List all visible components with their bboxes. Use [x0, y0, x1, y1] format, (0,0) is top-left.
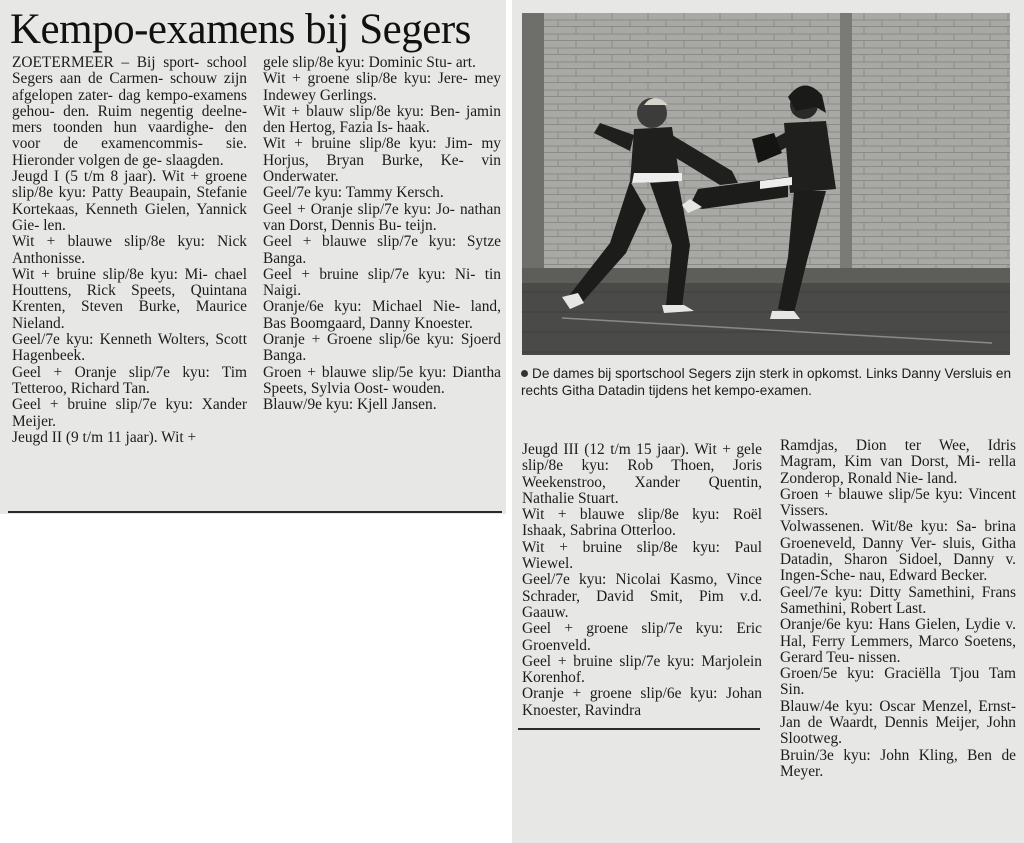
text-line: Scott Hagenbeek.	[12, 331, 247, 365]
text-line: art.	[455, 54, 476, 71]
photo-caption-text: De dames bij sportschool Segers zijn sterk in opkomst. Links Danny Versluis en rechts Githa Datadin tijdens het kempo-examen.	[521, 366, 1012, 398]
text-line: Oranje/6e kyu: Michael Nie-	[263, 298, 461, 316]
article-paragraph	[780, 519, 1016, 584]
text-line: Geel + groene slip/7e kyu:	[522, 620, 724, 638]
text-line: Sidoel, Danny v. Ingen-Sche-	[780, 551, 1016, 585]
text-line: mers toonden hun vaardighe-	[12, 119, 214, 137]
article-paragraph	[263, 185, 501, 201]
text-line: Meijer, John Slootweg.	[780, 714, 1016, 748]
text-line: school Segers aan de Carmen-	[12, 54, 247, 88]
text-line: sluis, Githa Datadin, Sharon	[780, 534, 1016, 569]
text-line: Geel + bruine slip/7e kyu:	[522, 652, 695, 670]
text-line: Eric Groenveld.	[522, 620, 762, 654]
article-paragraph	[522, 572, 762, 621]
text-line: Oranje + groene slip/6e kyu:	[522, 685, 718, 703]
article-column-2	[263, 55, 501, 414]
text-line: Wiewel.	[522, 555, 574, 573]
article-paragraph	[780, 438, 1016, 487]
article-paragraph	[522, 686, 762, 719]
text-line: land.	[927, 469, 958, 487]
article-headline: Kempo-examens bij Segers	[10, 6, 471, 53]
text-line: Jeugd III (12 t/m 15 jaar). Wit	[522, 441, 717, 458]
text-line: Wit + blauwe slip/8e kyu: Roël	[522, 506, 762, 524]
text-line: Beaupain, Stefanie Kortekaas,	[12, 184, 247, 218]
text-line: den voor de examencommis-	[12, 119, 247, 153]
martial-arts-photo	[522, 13, 1010, 355]
text-line: Jeugd II (9 t/m 11 jaar). Wit +	[12, 428, 197, 446]
article-paragraph	[263, 202, 501, 235]
text-line: Vince Schrader, David Smit,	[522, 571, 762, 605]
text-line: Ernst-Jan de Waardt, Dennis	[780, 697, 1016, 732]
column-end-rule	[8, 511, 502, 513]
article-paragraph	[522, 507, 762, 540]
text-line: Nick Anthonisse.	[12, 233, 247, 267]
text-line: Jeugd I (5 t/m 8 jaar). Wit +	[12, 168, 200, 186]
article-paragraph	[12, 234, 247, 267]
text-line: Geel/7e kyu: Kenneth Wolters,	[12, 331, 210, 349]
text-line: Geel + bruine slip/7e kyu: Ni-	[263, 265, 476, 283]
text-line: Sytze Banga.	[263, 233, 502, 267]
text-line: land, Bas Boomgaard, Danny	[263, 298, 501, 332]
text-line: sie. Hieronder volgen de ge-	[12, 135, 247, 169]
article-paragraph	[522, 621, 762, 654]
text-line: slaagden.	[165, 151, 224, 169]
article-paragraph	[780, 585, 1016, 618]
article-column-1	[12, 55, 247, 446]
text-line: Knoester.	[414, 314, 473, 332]
text-line: nathan van Dorst, Dennis Bu-	[263, 200, 501, 234]
text-line: Wit + blauwe slip/8e kyu:	[12, 233, 205, 251]
article-paragraph	[780, 666, 1016, 699]
text-line: groene slip/8e kyu: Patty	[12, 168, 247, 202]
text-line: Oranje + Groene slip/6e kyu:	[263, 331, 455, 349]
text-line: de Meyer.	[780, 746, 1016, 780]
article-paragraph	[263, 365, 501, 398]
text-line: my Horjus, Bryan Burke, Ke-	[263, 135, 501, 169]
text-line: nau, Edward Becker.	[859, 567, 988, 585]
text-line: Tam Sin.	[780, 665, 1016, 699]
text-line: Groen + blauwe slip/5e kyu:	[780, 485, 963, 503]
text-line: Tim Tetteroo, Richard Tan.	[12, 363, 247, 397]
photo-caption	[521, 366, 1016, 399]
article-paragraph	[263, 234, 501, 267]
text-line: chael Houttens, Rick Speets,	[12, 265, 247, 300]
caption-bullet-icon	[521, 370, 528, 377]
column-end-rule	[518, 728, 760, 730]
article-paragraph	[263, 299, 501, 332]
article-paragraph	[263, 267, 501, 300]
text-line: Volwassenen. Wit/8e kyu: Sa-	[780, 518, 977, 536]
text-line: Quentin, Nathalie Stuart.	[522, 473, 762, 507]
article-paragraph	[263, 71, 501, 104]
text-line: Groen/5e kyu: Graciëlla Tjou	[780, 665, 980, 683]
text-line: Frans Samethini, Robert Last.	[780, 583, 1016, 617]
article-paragraph	[263, 55, 501, 71]
text-line: nissen.	[858, 648, 901, 666]
article-paragraph	[263, 104, 501, 137]
text-line: Geel/7e kyu: Tammy Kersch.	[263, 184, 444, 202]
text-line: Geel/7e kyu: Nicolai Kasmo,	[522, 571, 718, 589]
text-line: gele slip/8e kyu: Dominic Stu-	[263, 54, 452, 71]
text-line: Geel + blauwe slip/7e kyu:	[263, 233, 457, 251]
article-paragraph	[780, 487, 1016, 520]
text-line: Xander Meijer.	[12, 396, 247, 430]
text-line: vin Onderwater.	[263, 151, 501, 186]
article-paragraph	[12, 55, 247, 169]
text-line: Pim v.d. Gaauw.	[522, 587, 762, 621]
text-line: Wit + groene slip/8e kyu: Jere-	[263, 70, 468, 88]
text-line: Quintana Krenten, Steven	[12, 282, 247, 316]
text-line: Oranje/6e kyu: Hans Gielen,	[780, 616, 961, 634]
text-line: jamin den Hertog, Fazia Is-	[263, 102, 501, 137]
text-line: dag kempo-examens gehou-	[12, 86, 247, 120]
article-paragraph	[522, 442, 762, 507]
article-paragraph	[12, 430, 247, 446]
text-line: Sjoerd Banga.	[263, 331, 501, 365]
article-column-3	[522, 442, 762, 719]
text-line: Kenneth Gielen, Yannick Gie-	[12, 200, 247, 234]
text-line: ZOETERMEER – Bij sport-	[12, 54, 200, 71]
text-line: Marco Soetens, Gerard Teu-	[780, 632, 1016, 666]
text-line: haak.	[396, 119, 430, 137]
text-line: Blauw/9e kyu: Kjell Jansen.	[263, 396, 437, 414]
text-line: Blauw/4e kyu: Oscar Menzel,	[780, 697, 972, 715]
photo-illustration	[522, 13, 1010, 355]
text-line: tin Naigi.	[263, 265, 501, 300]
text-line: Joris Weekenstroo, Xander	[522, 457, 762, 491]
text-line: + gele slip/8e kyu: Rob Thoen,	[522, 441, 762, 475]
text-line: Diantha Speets, Sylvia Oost-	[263, 363, 501, 397]
text-line: Ishaak, Sabrina Otterloo.	[522, 522, 676, 540]
text-line: Vincent Vissers.	[780, 485, 1016, 520]
text-line: Geel + Oranje slip/7e kyu:	[12, 363, 210, 381]
text-line: Bruin/3e kyu: John Kling, Ben	[780, 746, 992, 764]
text-line: Geel + bruine slip/7e kyu:	[12, 396, 193, 414]
article-paragraph	[12, 365, 247, 398]
text-line: rella Zonderop, Ronald Nie-	[780, 453, 1016, 487]
text-line: Geel + Oranje slip/7e kyu: Jo-	[263, 200, 455, 218]
text-line: schouw zijn afgelopen zater-	[12, 70, 247, 104]
article-paragraph	[780, 617, 1016, 666]
article-paragraph	[12, 332, 247, 365]
article-paragraph	[263, 397, 501, 413]
article-paragraph	[522, 654, 762, 687]
text-line: Wit + bruine slip/8e kyu: Jim-	[263, 135, 473, 153]
text-line: Marjolein Korenhof.	[522, 652, 763, 687]
article-paragraph	[12, 169, 247, 234]
text-line: Wit + blauw slip/8e kyu: Ben-	[263, 102, 460, 120]
text-line: wouden.	[392, 379, 445, 397]
article-paragraph	[780, 699, 1016, 748]
text-line: Groen + blauwe slip/5e kyu:	[263, 363, 447, 381]
text-line: Wit + bruine slip/8e kyu: Paul	[522, 538, 762, 556]
article-paragraph	[12, 267, 247, 332]
text-line: den. Ruim negentig deelne-	[63, 102, 247, 120]
text-line: Geel/7e kyu: Ditty Samethini,	[780, 583, 975, 601]
text-line: Johan Knoester, Ravindra	[522, 685, 762, 719]
article-paragraph	[780, 748, 1016, 781]
text-line: Wit + bruine slip/8e kyu: Mi-	[12, 265, 208, 283]
text-line: Ramdjas, Dion ter Wee, Idris	[780, 437, 1016, 454]
text-line: mey Indewey Gerlings.	[263, 70, 501, 104]
article-column-4	[780, 438, 1016, 780]
text-line: len.	[43, 216, 66, 234]
text-line: Lydie v. Hal, Ferry Lemmers,	[780, 616, 1016, 650]
article-paragraph	[522, 540, 762, 573]
article-paragraph	[263, 136, 501, 185]
article-paragraph	[12, 397, 247, 430]
article-paragraph	[263, 332, 501, 365]
text-line: Magram, Kim van Dorst, Mi-	[780, 453, 981, 471]
text-line: brina Groeneveld, Danny Ver-	[780, 518, 1016, 552]
text-line: Burke, Maurice Nieland.	[12, 298, 247, 332]
text-line: teijn.	[405, 216, 437, 234]
